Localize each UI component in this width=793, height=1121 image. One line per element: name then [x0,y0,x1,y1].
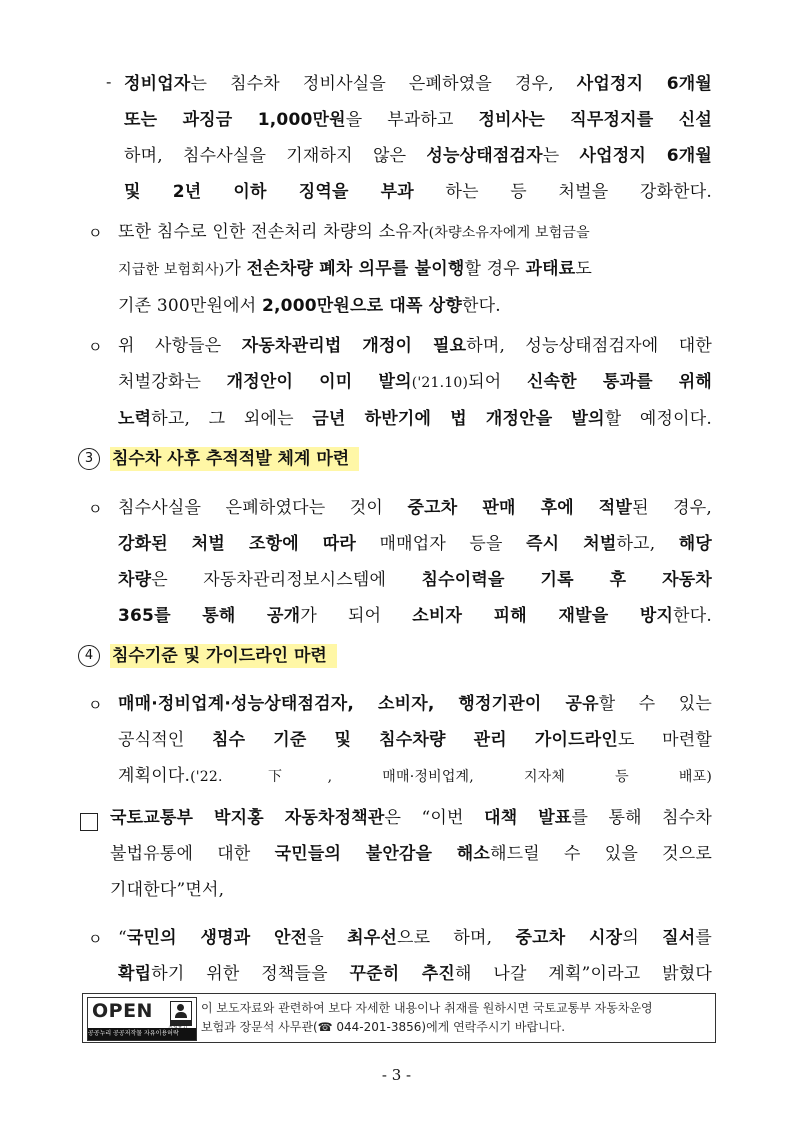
bold-text: 과태료 [525,259,576,279]
bold-text: 확립 [118,964,152,984]
bold-text: 신속한 통과를 위해 [526,372,712,392]
bold-text: 사업정지 6개월 [579,146,712,166]
bold-text: 침수이력을 기록 후 자동차 [421,570,713,590]
bold-text: 차량 [118,570,152,590]
bold-text: 즉시 처벌 [526,534,617,554]
text-run: 되어 [468,372,527,392]
bold-text: 최우선 [347,928,397,948]
bold-text: 및 2년 이하 징역을 부과 [124,182,414,202]
text-run: “ [118,928,127,948]
circled-number-3: 3 [78,448,100,470]
bold-text: 국토교통부 박지홍 자동차정책관 [110,808,385,828]
text-run: 의 [622,928,663,948]
dash-marker: - [106,73,112,91]
section-heading-3 [78,444,359,474]
bold-text: 노력 [118,409,152,429]
text-run: 을 부과하고 [345,110,479,130]
text-run: 지급한 보험회사) [118,262,225,278]
text-run: 할 수 있는 [598,694,712,714]
bold-text: 대책 발표 [484,808,572,828]
contact-line-1: 이 보도자료와 관련하여 보다 자세한 내용이나 취재를 원하시면 국토교통부 자동차운영 [201,1001,653,1015]
text-run: 한다. [673,606,713,626]
text-run: ('21.10) [411,375,469,391]
text-run: 해드릴 수 있을 것으로 [490,844,712,864]
contact-line-2: 보험과 장문석 사무관(☎ 044-201-3856)에게 연락주시기 바랍니다. [201,1020,566,1034]
logo-open-text: OPEN [92,1000,153,1022]
text-run: 불법유통에 대한 [110,844,275,864]
paragraph-official-statement [110,800,712,908]
text-line [118,920,712,956]
bold-text: 365를 통해 공개 [118,606,301,626]
text-run: 기존 300만원에서 [118,296,262,316]
contact-text [201,999,711,1037]
bold-text: 자동차관리법 개정이 필요 [241,336,467,356]
text-line [118,686,712,722]
circle-bullet-marker: ㅇ [88,224,103,242]
text-line [118,722,712,758]
bold-text: 사업정지 6개월 [576,74,712,94]
text-line [118,758,712,795]
bold-text: 정비업자 [124,74,191,94]
text-run: ('22.下, 매매·정비업계, 지자체 등 배포) [190,769,712,785]
text-line [124,138,712,174]
text-run: 을 [307,928,348,948]
bold-text: 성능상태점검자 [426,146,543,166]
text-line [110,800,712,836]
text-run: 할 예정이다. [604,409,712,429]
paragraph-total-loss-owner [118,214,712,324]
kogl-open-logo [87,997,197,1041]
text-run: 매매업자 등을 [356,534,527,554]
bold-text: 개정안이 이미 발의 [226,372,412,392]
text-line [124,102,712,138]
text-run: 도 [575,259,593,279]
text-run: 도 마련할 [618,730,713,750]
section-heading-4-text: 침수기준 및 가이드라인 마련 [110,644,337,668]
text-run: 위 사항들은 [118,336,242,356]
text-run: 하기 위한 정책들을 [151,964,350,984]
text-run: 는 침수차 정비사실을 은폐하였을 경우, [190,74,577,94]
bold-text: 또는 과징금 1,000만원 [124,110,346,130]
text-line [118,956,712,992]
bold-text: 강화된 처벌 조항에 따라 [118,534,357,554]
section-heading-3-text: 침수차 사후 추적적발 체계 마련 [110,447,359,471]
bold-text: 중고차 판매 후에 적발 [407,498,633,518]
text-line [124,174,712,210]
text-run: 한다. [462,296,501,316]
text-run: 가 되어 [300,606,413,626]
bold-text: 2,000만원으로 대폭 상향 [262,296,462,316]
bold-text: 중고차 시장 [515,928,623,948]
text-line [118,401,712,437]
section-heading-4 [78,641,337,671]
text-line [124,66,712,102]
paragraph-quote [118,920,712,992]
text-line [118,526,712,562]
text-line [118,214,712,251]
text-run: 침수사실을 은폐하였다는 것이 [118,498,408,518]
text-line [118,562,712,598]
bold-text: 소비자 피해 재발을 방지 [412,606,674,626]
bold-text: 금년 하반기에 법 개정안을 발의 [312,409,605,429]
circle-bullet-marker: ㅇ [88,338,103,356]
text-line [110,872,712,908]
bold-text: 질서 [662,928,696,948]
bold-text: 국민들의 불안감을 해소 [274,844,491,864]
text-run: 으로 하며, [397,928,516,948]
circle-bullet-marker: ㅇ [88,500,103,518]
text-line [118,490,712,526]
bold-text: 침수 기준 및 침수차량 관리 가이드라인 [212,730,619,750]
text-line [118,364,712,401]
text-line [118,251,712,288]
attribution-badge-icon [170,1001,192,1026]
paragraph-guideline [118,686,712,795]
checkbox-marker [80,813,98,831]
text-run: 하며, 성능상태점검자에 대한 [466,336,712,356]
text-run: (차량소유자에게 보험금을 [428,225,590,241]
text-run: 또한 침수로 인한 전손처리 차량의 소유자 [118,222,429,242]
text-run: 하고, 그 외에는 [151,409,313,429]
text-run: 가 [224,259,247,279]
text-run: 해 나갈 계획”이라고 밝혔다 [454,964,712,984]
circle-bullet-marker: ㅇ [88,696,103,714]
text-run: 계획이다. [118,766,191,786]
bold-text: 국민의 생명과 안전 [126,928,308,948]
logo-subtitle: 공공누리 공공저작물 자유이용허락 [88,1028,196,1040]
text-line [118,598,712,634]
page-number: - 3 - [381,1066,412,1084]
paragraph-law-amendment [118,328,712,437]
text-run: 하고, [616,534,679,554]
paragraph-repair-penalty [124,66,712,210]
contact-footer-box [82,993,716,1043]
text-run: 된 경우, [632,498,713,518]
text-run: 를 통해 침수차 [571,808,712,828]
paragraph-tracking-system [118,490,712,634]
text-run: 공식적인 [118,730,212,750]
text-line [118,288,712,324]
text-run: 은 자동차관리정보시스템에 [151,570,422,590]
bold-text: 꾸준히 추진 [349,964,455,984]
text-run: 은 “이번 [384,808,485,828]
text-line [110,836,712,872]
text-run: 할 경우 [464,259,526,279]
text-line [118,328,712,364]
text-run: 하며, 침수사실을 기재하지 않은 [124,146,427,166]
bold-text: 정비사는 직무정지를 신설 [478,110,712,130]
text-run: 처벌강화는 [118,372,227,392]
text-run: 하는 등 처벌을 강화한다. [413,182,712,202]
text-run: 기대한다”면서, [110,880,225,900]
bold-text: 매매·정비업계·성능상태점검자, 소비자, 행정기관이 공유 [118,694,599,714]
bold-text: 전손차량 폐차 의무를 불이행 [246,259,465,279]
bold-text: 해당 [678,534,713,554]
text-run: 를 [695,928,713,948]
circle-bullet-marker: ㅇ [88,930,103,948]
circled-number-4: 4 [78,645,100,667]
text-run: 는 [542,146,580,166]
